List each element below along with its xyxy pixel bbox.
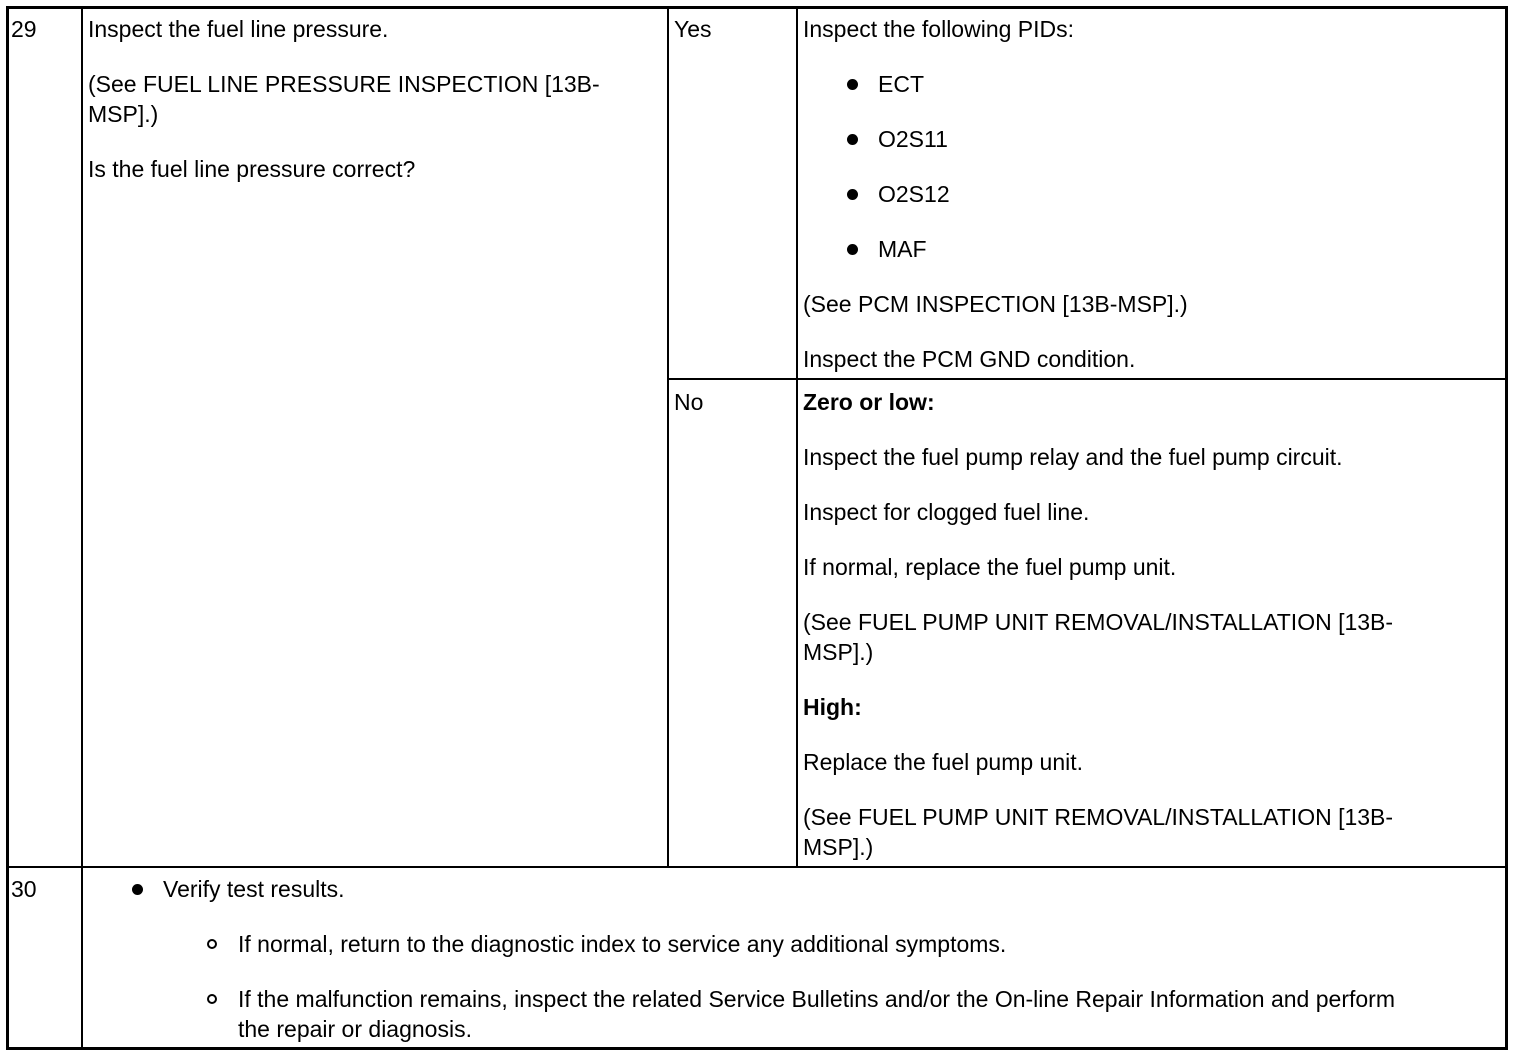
result-no-cell: [803, 387, 1423, 862]
no-low-reference: (See FUEL PUMP UNIT REMOVAL/INSTALLATION [13B-MSP].): [803, 609, 1394, 665]
step-number: 30: [11, 876, 37, 902]
circle-bullet-icon: [207, 994, 217, 1004]
no-high-step: Replace the fuel pump unit.: [803, 749, 1084, 775]
yes-intro: Inspect the following PIDs:: [803, 16, 1075, 42]
action-cell: [88, 14, 648, 184]
pid-item: O2S12: [803, 179, 1493, 209]
step-number: 29: [11, 16, 37, 42]
verify-sub-item: If the malfunction remains, inspect the related Service Bulletins and/or the On-line Repair Information and perform the repair or diagnosis.: [88, 984, 1418, 1044]
bullet-icon: [847, 189, 858, 200]
no-high-reference: (See FUEL PUMP UNIT REMOVAL/INSTALLATION [13B-MSP].): [803, 804, 1394, 860]
action-instruction: Inspect the fuel line pressure.: [88, 16, 389, 42]
action-question: Is the fuel line pressure correct?: [88, 156, 416, 182]
result-yes-label: Yes: [674, 16, 712, 42]
yes-reference: (See PCM INSPECTION [13B-MSP].): [803, 291, 1188, 317]
pid-list: [803, 69, 1493, 264]
column-divider: [81, 6, 83, 1050]
action-reference: (See FUEL LINE PRESSURE INSPECTION [13B-MSP].): [88, 71, 600, 127]
no-low-step: If normal, replace the fuel pump unit.: [803, 554, 1177, 580]
result-no-label: No: [674, 389, 704, 415]
bullet-icon: [847, 244, 858, 255]
pid-item: O2S11: [803, 124, 1493, 154]
column-divider: [796, 6, 798, 868]
no-heading-low: Zero or low:: [803, 389, 935, 415]
column-divider: [667, 6, 669, 868]
row-divider: [667, 378, 1508, 380]
circle-bullet-icon: [207, 939, 217, 949]
verify-cell: [88, 874, 1488, 1044]
no-low-step: Inspect for clogged fuel line.: [803, 499, 1090, 525]
result-yes-cell: [803, 14, 1493, 374]
yes-extra: Inspect the PCM GND condition.: [803, 346, 1136, 372]
row-divider: [6, 866, 1508, 868]
pid-item: MAF: [803, 234, 1493, 264]
bullet-icon: [847, 134, 858, 145]
bullet-icon: [847, 79, 858, 90]
bullet-icon: [132, 884, 143, 895]
no-low-step: Inspect the fuel pump relay and the fuel pump circuit.: [803, 444, 1343, 470]
pid-item: ECT: [803, 69, 1493, 99]
no-heading-high: High:: [803, 694, 862, 720]
verify-sub-item: If normal, return to the diagnostic index to service any additional symptoms.: [88, 929, 1488, 959]
verify-main: Verify test results.: [88, 874, 1488, 904]
